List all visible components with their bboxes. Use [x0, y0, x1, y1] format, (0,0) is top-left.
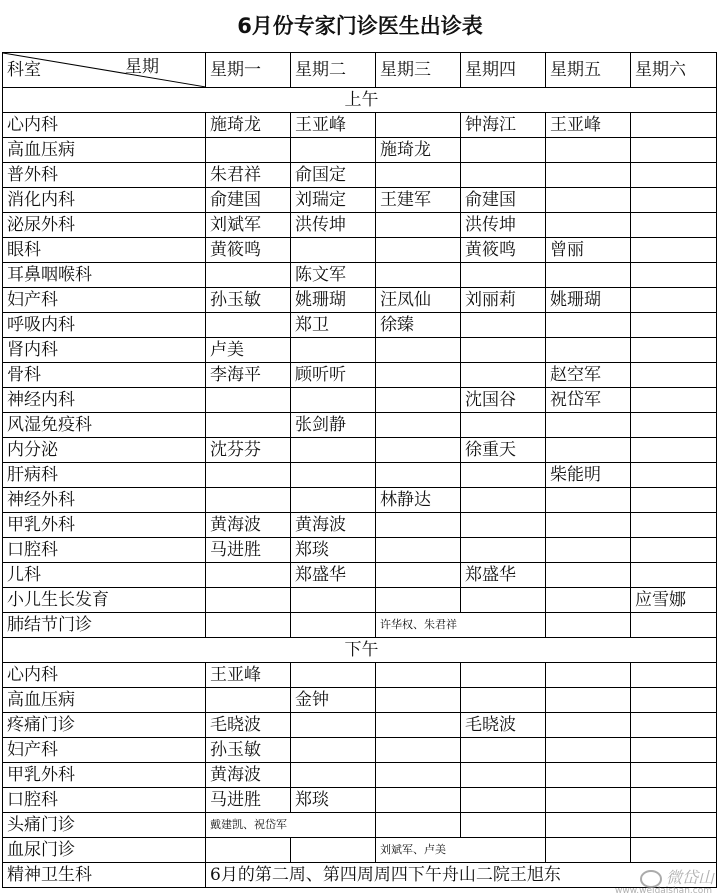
doctor-cell — [291, 738, 376, 763]
doctor-cell — [376, 788, 461, 813]
doctor-cell — [206, 563, 291, 588]
department-cell: 妇产科 — [3, 738, 206, 763]
doctor-cell — [461, 463, 546, 488]
schedule-row — [3, 313, 717, 338]
doctor-cell — [631, 188, 717, 213]
doctor-cell: 王亚峰 — [291, 113, 376, 138]
doctor-cell: 毛晓波 — [461, 713, 546, 738]
doctor-cell — [291, 713, 376, 738]
doctor-cell — [376, 413, 461, 438]
doctor-cell — [376, 513, 461, 538]
doctor-cell: 俞国定 — [291, 163, 376, 188]
department-cell: 眼科 — [3, 238, 206, 263]
doctor-cell — [376, 738, 461, 763]
doctor-cell — [461, 788, 546, 813]
doctor-cell — [461, 588, 546, 613]
doctor-cell: 马进胜 — [206, 538, 291, 563]
doctor-cell — [376, 563, 461, 588]
schedule-row — [3, 813, 717, 838]
schedule-row — [3, 338, 717, 363]
schedule-row — [3, 838, 717, 863]
schedule-row — [3, 738, 717, 763]
doctor-cell — [461, 338, 546, 363]
doctor-cell — [631, 338, 717, 363]
doctor-cell: 刘斌军 — [206, 213, 291, 238]
department-cell: 高血压病 — [3, 138, 206, 163]
watermark-text: 微岱山 — [665, 868, 714, 887]
schedule-row — [3, 713, 717, 738]
doctor-cell — [291, 438, 376, 463]
doctor-cell — [291, 138, 376, 163]
schedule-row — [3, 213, 717, 238]
doctor-cell — [376, 113, 461, 138]
doctor-cell — [546, 513, 631, 538]
doctor-cell: 沈芬芬 — [206, 438, 291, 463]
schedule-row — [3, 563, 717, 588]
doctor-cell — [546, 338, 631, 363]
schedule-row — [3, 613, 717, 638]
department-cell: 耳鼻咽喉科 — [3, 263, 206, 288]
department-cell: 泌尿外科 — [3, 213, 206, 238]
doctor-cell: 黄海波 — [206, 763, 291, 788]
doctor-cell: 俞建国 — [206, 188, 291, 213]
doctor-cell — [206, 588, 291, 613]
doctor-cell — [546, 188, 631, 213]
doctor-cell — [461, 813, 546, 838]
doctor-cell — [631, 213, 717, 238]
doctor-cell — [631, 113, 717, 138]
doctor-cell — [206, 838, 291, 863]
doctor-cell — [546, 138, 631, 163]
dept-header-label: 科室 — [7, 60, 41, 80]
doctor-cell — [546, 688, 631, 713]
doctor-cell — [291, 613, 376, 638]
doctor-cell — [631, 788, 717, 813]
doctor-cell: 卢美 — [206, 338, 291, 363]
doctor-cell — [631, 313, 717, 338]
doctor-cell: 刘丽莉 — [461, 288, 546, 313]
doctor-cell: 徐臻 — [376, 313, 461, 338]
schedule-row — [3, 788, 717, 813]
doctor-cell — [376, 263, 461, 288]
doctor-cell — [631, 413, 717, 438]
doctor-cell — [546, 838, 631, 863]
schedule-row — [3, 388, 717, 413]
doctor-cell — [546, 588, 631, 613]
schedule-row — [3, 663, 717, 688]
doctor-cell — [461, 663, 546, 688]
doctor-cell — [376, 238, 461, 263]
doctor-cell — [546, 163, 631, 188]
doctor-cell: 钟海江 — [461, 113, 546, 138]
doctor-cell: 徐重天 — [461, 438, 546, 463]
doctor-cell — [546, 788, 631, 813]
doctor-cell: 曾丽 — [546, 238, 631, 263]
doctor-cell — [546, 413, 631, 438]
doctor-cell — [546, 313, 631, 338]
doctor-cell — [291, 388, 376, 413]
page-title: 6月份专家门诊医生出诊表 — [237, 14, 483, 38]
afternoon-section-row — [3, 638, 717, 663]
department-cell: 神经外科 — [3, 488, 206, 513]
department-cell: 风湿免疫科 — [3, 413, 206, 438]
department-cell: 口腔科 — [3, 538, 206, 563]
doctor-cell — [631, 663, 717, 688]
doctor-note-cell: 6月的第二周、第四周周四下午舟山二院王旭东 — [206, 863, 717, 888]
doctor-cell — [376, 713, 461, 738]
department-cell: 精神卫生科 — [3, 863, 206, 888]
doctor-cell — [206, 413, 291, 438]
schedule-row — [3, 488, 717, 513]
department-cell: 血尿门诊 — [3, 838, 206, 863]
doctor-cell: 孙玉敏 — [206, 288, 291, 313]
doctor-cell — [631, 138, 717, 163]
doctor-cell: 陈文军 — [291, 263, 376, 288]
department-cell: 肾内科 — [3, 338, 206, 363]
department-cell: 口腔科 — [3, 788, 206, 813]
doctor-cell: 姚珊瑚 — [291, 288, 376, 313]
department-cell: 神经内科 — [3, 388, 206, 413]
doctor-cell — [461, 263, 546, 288]
doctor-cell: 毛晓波 — [206, 713, 291, 738]
doctor-cell — [461, 313, 546, 338]
header-row — [3, 53, 717, 88]
doctor-cell — [206, 388, 291, 413]
doctor-cell — [546, 813, 631, 838]
doctor-cell: 刘瑞定 — [291, 188, 376, 213]
doctor-cell: 金钟 — [291, 688, 376, 713]
morning-section-row — [3, 88, 717, 113]
doctor-cell — [376, 163, 461, 188]
doctor-cell: 王亚峰 — [546, 113, 631, 138]
department-cell: 呼吸内科 — [3, 313, 206, 338]
schedule-row — [3, 538, 717, 563]
doctor-cell: 洪传坤 — [461, 213, 546, 238]
department-cell: 骨科 — [3, 363, 206, 388]
doctor-cell — [631, 713, 717, 738]
doctor-cell: 黄筱鸣 — [206, 238, 291, 263]
doctor-cell: 李海平 — [206, 363, 291, 388]
doctor-cell — [376, 463, 461, 488]
doctor-cell: 孙玉敏 — [206, 738, 291, 763]
department-cell: 内分泌 — [3, 438, 206, 463]
department-cell: 儿科 — [3, 563, 206, 588]
doctor-cell — [376, 363, 461, 388]
doctor-cell: 洪传坤 — [291, 213, 376, 238]
doctor-cell — [631, 263, 717, 288]
doctor-cell — [546, 738, 631, 763]
doctor-cell — [546, 488, 631, 513]
day-header: 星期五 — [546, 53, 631, 88]
section-label: 下午 — [3, 638, 717, 663]
department-cell: 心内科 — [3, 113, 206, 138]
department-cell: 肝病科 — [3, 463, 206, 488]
doctor-cell: 张剑静 — [291, 413, 376, 438]
schedule-row — [3, 163, 717, 188]
department-cell: 小儿生长发育 — [3, 588, 206, 613]
doctor-cell — [461, 163, 546, 188]
section-label: 上午 — [3, 88, 717, 113]
doctor-cell — [461, 538, 546, 563]
doctor-cell: 王亚峰 — [206, 663, 291, 688]
schedule-row — [3, 188, 717, 213]
doctor-cell — [631, 763, 717, 788]
doctor-cell — [631, 288, 717, 313]
doctor-cell — [546, 763, 631, 788]
doctor-cell: 王建军 — [376, 188, 461, 213]
doctor-cell: 沈国谷 — [461, 388, 546, 413]
doctor-cell: 祝岱军 — [546, 388, 631, 413]
doctor-cell — [376, 663, 461, 688]
doctor-cell — [291, 663, 376, 688]
department-cell: 肺结节门诊 — [3, 613, 206, 638]
doctor-cell — [206, 463, 291, 488]
doctor-cell: 施琦龙 — [206, 113, 291, 138]
doctor-cell — [631, 163, 717, 188]
doctor-cell: 赵空军 — [546, 363, 631, 388]
doctor-cell — [631, 688, 717, 713]
department-cell: 甲乳外科 — [3, 763, 206, 788]
doctor-cell: 郑琰 — [291, 538, 376, 563]
doctor-cell: 柴能明 — [546, 463, 631, 488]
doctor-cell — [376, 338, 461, 363]
doctor-cell — [206, 263, 291, 288]
doctor-cell — [546, 263, 631, 288]
schedule-row — [3, 688, 717, 713]
doctor-cell — [206, 613, 291, 638]
doctor-cell — [631, 838, 717, 863]
day-header: 星期三 — [376, 53, 461, 88]
schedule-row — [3, 588, 717, 613]
doctor-cell: 朱君祥 — [206, 163, 291, 188]
department-cell: 妇产科 — [3, 288, 206, 313]
week-header-label: 星期 — [125, 57, 159, 77]
doctor-cell — [461, 763, 546, 788]
schedule-row — [3, 463, 717, 488]
schedule-row — [3, 113, 717, 138]
schedule-table — [2, 52, 717, 888]
doctor-cell: 郑盛华 — [461, 563, 546, 588]
doctor-cell — [546, 538, 631, 563]
day-header: 星期一 — [206, 53, 291, 88]
doctor-cell: 林静达 — [376, 488, 461, 513]
doctor-cell: 施琦龙 — [376, 138, 461, 163]
day-header: 星期四 — [461, 53, 546, 88]
schedule-row — [3, 413, 717, 438]
doctor-cell — [376, 588, 461, 613]
day-header: 星期六 — [631, 53, 717, 88]
doctor-cell — [631, 438, 717, 463]
doctor-cell — [631, 563, 717, 588]
doctor-cell — [291, 463, 376, 488]
department-cell: 甲乳外科 — [3, 513, 206, 538]
doctor-cell — [206, 138, 291, 163]
dept-week-header — [3, 53, 206, 88]
doctor-note-cell: 刘斌军、卢美 — [376, 838, 546, 863]
department-cell: 普外科 — [3, 163, 206, 188]
doctor-cell — [376, 388, 461, 413]
doctor-cell — [631, 388, 717, 413]
doctor-cell: 顾听听 — [291, 363, 376, 388]
department-cell: 高血压病 — [3, 688, 206, 713]
doctor-cell — [206, 488, 291, 513]
doctor-cell — [546, 713, 631, 738]
schedule-row — [3, 763, 717, 788]
doctor-cell — [631, 513, 717, 538]
doctor-cell — [291, 838, 376, 863]
doctor-cell: 郑琰 — [291, 788, 376, 813]
doctor-cell — [376, 688, 461, 713]
doctor-cell — [546, 563, 631, 588]
doctor-cell — [206, 688, 291, 713]
doctor-cell — [376, 813, 461, 838]
doctor-cell — [546, 663, 631, 688]
doctor-cell — [461, 363, 546, 388]
doctor-cell — [461, 138, 546, 163]
schedule-row — [3, 138, 717, 163]
doctor-cell: 汪凤仙 — [376, 288, 461, 313]
schedule-row — [3, 263, 717, 288]
day-header: 星期二 — [291, 53, 376, 88]
doctor-cell — [291, 338, 376, 363]
doctor-cell: 黄海波 — [291, 513, 376, 538]
schedule-row — [3, 238, 717, 263]
doctor-cell — [631, 813, 717, 838]
watermark-site: www.weidaishan.com — [615, 886, 712, 896]
doctor-cell: 郑盛华 — [291, 563, 376, 588]
doctor-cell: 黄海波 — [206, 513, 291, 538]
doctor-cell: 黄筱鸣 — [461, 238, 546, 263]
doctor-cell: 马进胜 — [206, 788, 291, 813]
doctor-cell: 俞建国 — [461, 188, 546, 213]
schedule-row — [3, 438, 717, 463]
doctor-cell — [291, 238, 376, 263]
doctor-cell — [461, 413, 546, 438]
doctor-cell — [631, 363, 717, 388]
doctor-note-cell: 许华权、朱君祥 — [376, 613, 546, 638]
schedule-row — [3, 513, 717, 538]
doctor-cell — [291, 488, 376, 513]
department-cell: 消化内科 — [3, 188, 206, 213]
doctor-cell: 郑卫 — [291, 313, 376, 338]
doctor-cell — [206, 313, 291, 338]
doctor-cell — [291, 763, 376, 788]
doctor-cell: 应雪娜 — [631, 588, 717, 613]
watermark-logo — [615, 865, 714, 896]
doctor-cell — [631, 238, 717, 263]
doctor-cell — [376, 763, 461, 788]
doctor-cell — [631, 613, 717, 638]
doctor-cell — [461, 513, 546, 538]
doctor-cell — [376, 438, 461, 463]
doctor-cell — [546, 213, 631, 238]
doctor-cell — [631, 488, 717, 513]
doctor-cell — [461, 688, 546, 713]
doctor-cell — [461, 738, 546, 763]
department-cell: 疼痛门诊 — [3, 713, 206, 738]
department-cell: 心内科 — [3, 663, 206, 688]
schedule-row — [3, 863, 717, 888]
schedule-row — [3, 363, 717, 388]
doctor-cell — [631, 463, 717, 488]
doctor-cell — [376, 213, 461, 238]
doctor-cell — [546, 613, 631, 638]
doctor-cell: 姚珊瑚 — [546, 288, 631, 313]
doctor-cell — [546, 438, 631, 463]
doctor-cell — [631, 538, 717, 563]
doctor-cell — [291, 588, 376, 613]
department-cell: 头痛门诊 — [3, 813, 206, 838]
doctor-note-cell: 戴建凯、祝岱军 — [206, 813, 376, 838]
schedule-row — [3, 288, 717, 313]
doctor-cell — [376, 538, 461, 563]
doctor-cell — [631, 738, 717, 763]
doctor-cell — [461, 488, 546, 513]
